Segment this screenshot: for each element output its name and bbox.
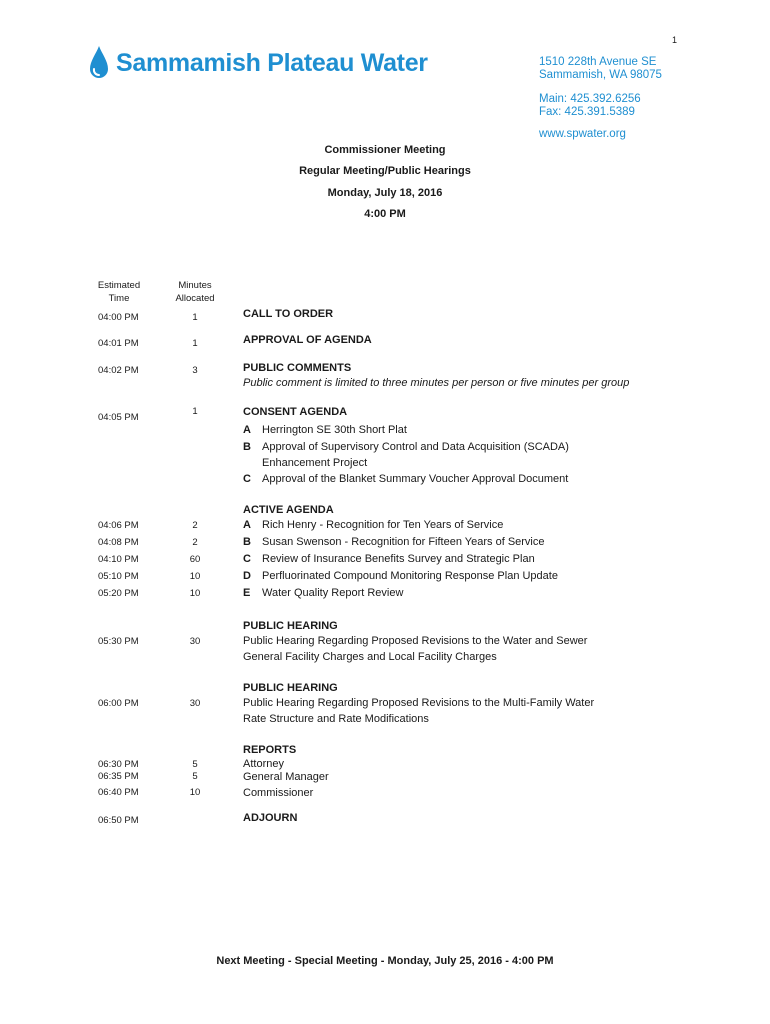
item-letter: C — [243, 473, 251, 485]
item-letter: B — [243, 441, 251, 453]
hearing-description: Public Hearing Regarding Proposed Revisions to the Multi-Family Water — [243, 697, 595, 709]
report-item: General Manager — [243, 771, 329, 783]
section-approval-of-agenda: APPROVAL OF AGENDA — [243, 334, 372, 346]
consent-item-continued: Enhancement Project — [262, 457, 368, 469]
org-name: Sammamish Plateau Water — [116, 48, 428, 77]
main-phone: Main: 425.392.6256 — [539, 93, 641, 105]
consent-item: Approval of the Blanket Summary Voucher Approval Document — [262, 473, 569, 485]
consent-item: Herrington SE 30th Short Plat — [262, 424, 407, 436]
meeting-title: Commissioner Meeting — [324, 144, 446, 156]
agenda-minutes: 2 — [192, 537, 198, 548]
agenda-time: 04:08 PM — [98, 537, 139, 548]
active-item: Water Quality Report Review — [262, 587, 404, 599]
agenda-time: 04:10 PM — [98, 554, 139, 565]
item-letter: E — [243, 587, 251, 599]
agenda-minutes: 10 — [189, 571, 201, 582]
consent-item: Approval of Supervisory Control and Data Acquisition (SCADA) — [262, 441, 569, 453]
agenda-minutes: 30 — [189, 636, 201, 647]
agenda-time: 04:01 PM — [98, 338, 139, 349]
agenda-time: 06:50 PM — [98, 815, 139, 826]
org-logo — [88, 44, 428, 82]
agenda-time: 04:00 PM — [98, 312, 139, 323]
item-letter: D — [243, 570, 251, 582]
agenda-minutes: 30 — [189, 698, 201, 709]
next-meeting-footer: Next Meeting - Special Meeting - Monday, July 25, 2016 - 4:00 PM — [216, 955, 554, 967]
agenda-time: 06:40 PM — [98, 787, 139, 798]
active-item: Perfluorinated Compound Monitoring Response Plan Update — [262, 570, 558, 582]
hearing-description-continued: Rate Structure and Rate Modifications — [243, 713, 429, 725]
item-letter: C — [243, 553, 251, 565]
agenda-minutes: 1 — [192, 338, 198, 349]
agenda-time: 05:20 PM — [98, 588, 139, 599]
agenda-minutes: 1 — [192, 312, 198, 323]
section-public-hearing-1: PUBLIC HEARING — [243, 620, 338, 632]
section-public-comments: PUBLIC COMMENTS — [243, 362, 352, 374]
agenda-minutes: 2 — [192, 520, 198, 531]
agenda-time: 04:06 PM — [98, 520, 139, 531]
agenda-minutes: 5 — [192, 771, 198, 782]
address-line1: 1510 228th Avenue SE — [539, 56, 657, 68]
contact-block — [539, 56, 662, 141]
report-item: Attorney — [243, 758, 284, 770]
agenda-minutes: 1 — [192, 406, 198, 417]
agenda-time: 05:10 PM — [98, 571, 139, 582]
meeting-title-block — [0, 142, 770, 227]
agenda-minutes: 60 — [189, 554, 201, 565]
agenda-time: 06:30 PM — [98, 759, 139, 770]
page-number: 1 — [672, 35, 678, 45]
address-line2: Sammamish, WA 98075 — [539, 69, 662, 81]
active-item: Review of Insurance Benefits Survey and Strategic Plan — [262, 553, 535, 565]
agenda-time: 05:30 PM — [98, 636, 139, 647]
hearing-description-continued: General Facility Charges and Local Facility Charges — [243, 651, 497, 663]
item-letter: A — [243, 424, 251, 436]
meeting-date: Monday, July 18, 2016 — [327, 186, 443, 199]
agenda-time: 06:35 PM — [98, 771, 139, 782]
section-adjourn: ADJOURN — [243, 812, 298, 824]
agenda-minutes: 5 — [192, 759, 198, 770]
section-reports: REPORTS — [243, 744, 297, 756]
hearing-description: Public Hearing Regarding Proposed Revisions to the Water and Sewer — [243, 635, 588, 647]
public-comments-note: Public comment is limited to three minutes per person or five minutes per group — [243, 377, 630, 389]
fax-number: Fax: 425.391.5389 — [539, 106, 635, 118]
item-letter: B — [243, 536, 251, 548]
estimated-time-header: Estimated Time — [97, 280, 141, 304]
agenda-time: 06:00 PM — [98, 698, 139, 709]
section-active-agenda: ACTIVE AGENDA — [243, 504, 334, 516]
item-letter: A — [243, 519, 251, 531]
website-link[interactable]: www.spwater.org — [539, 128, 626, 140]
meeting-time: 4:00 PM — [364, 207, 406, 220]
meeting-subtitle: Regular Meeting/Public Hearings — [299, 165, 471, 178]
active-item: Susan Swenson - Recognition for Fifteen Years of Service — [262, 536, 545, 548]
water-drop-icon — [88, 44, 110, 82]
agenda-minutes: 10 — [189, 588, 201, 599]
section-public-hearing-2: PUBLIC HEARING — [243, 682, 338, 694]
agenda-time: 04:02 PM — [98, 365, 139, 376]
minutes-allocated-header: Minutes Allocated — [175, 280, 215, 304]
agenda-minutes: 10 — [189, 787, 201, 798]
active-item: Rich Henry - Recognition for Ten Years of Service — [262, 519, 504, 531]
agenda-time: 04:05 PM — [98, 412, 139, 423]
section-consent-agenda: CONSENT AGENDA — [243, 406, 348, 418]
section-call-to-order: CALL TO ORDER — [243, 308, 334, 320]
agenda-minutes: 3 — [192, 365, 198, 376]
report-item: Commissioner — [243, 787, 314, 799]
